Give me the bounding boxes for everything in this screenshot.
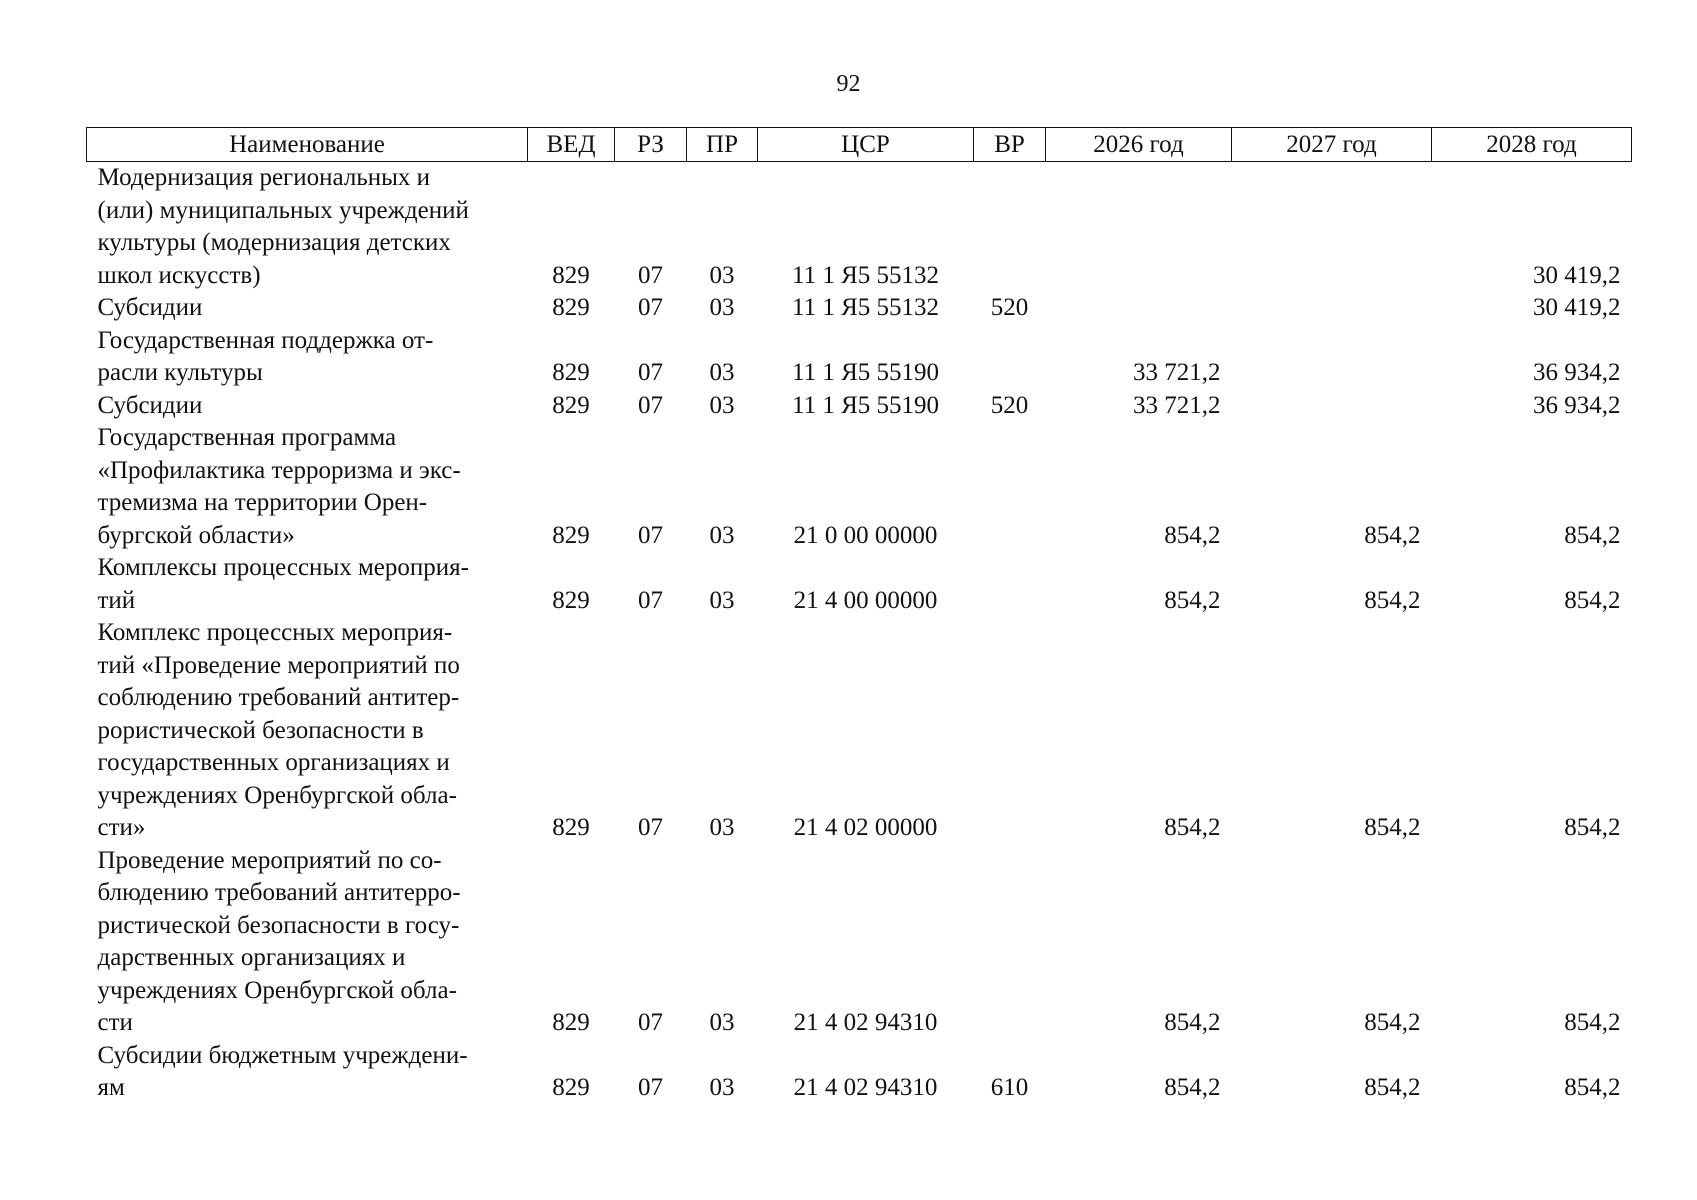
cell-rz: 07 xyxy=(638,521,663,549)
cell-year-2027 xyxy=(1232,390,1432,423)
cell-pr: 03 xyxy=(709,261,735,289)
name-line: школ искусств) xyxy=(97,261,261,289)
cell-csr: 21 0 00 00000 xyxy=(793,521,938,549)
cell-year-2026: 854,2 xyxy=(1164,586,1221,614)
cell-rz: 07 xyxy=(638,294,663,321)
name-line: Субсидии xyxy=(97,391,203,419)
cell-year-2028: 36 934,2 xyxy=(1533,359,1621,386)
cell-pr: 03 xyxy=(709,294,735,321)
cell-year-2027 xyxy=(1232,162,1432,293)
name-line: государственных организациях и xyxy=(97,749,450,776)
name-line: тий xyxy=(97,586,136,614)
cell-pr: 03 xyxy=(709,359,735,386)
name-line: (или) муниципальных учреждений xyxy=(97,196,469,224)
header-rz: РЗ xyxy=(615,128,687,162)
table-row xyxy=(87,325,1632,390)
header-year-2028: 2028 год xyxy=(1432,128,1632,162)
name-line: бургской области» xyxy=(97,521,295,549)
name-line: учреждениях Оренбургской обла- xyxy=(97,976,457,1004)
cell-vr: 520 xyxy=(990,391,1029,419)
table-header-row xyxy=(87,128,1632,162)
cell-csr: 21 4 02 94310 xyxy=(793,1009,938,1036)
name-line: сти» xyxy=(97,814,146,841)
cell-year-2028: 30 419,2 xyxy=(1533,294,1621,321)
cell-ved: 829 xyxy=(552,521,590,549)
name-line: ристической безопасности в госу- xyxy=(97,911,460,939)
cell-vr: 520 xyxy=(990,294,1029,321)
cell-rz: 07 xyxy=(638,391,663,419)
cell-name xyxy=(87,617,528,845)
cell-vr xyxy=(974,617,1046,845)
cell-name xyxy=(87,390,528,423)
cell-ved: 829 xyxy=(552,814,590,841)
name-line: учреждениях Оренбургской обла- xyxy=(97,781,457,809)
name-line: расли культуры xyxy=(97,359,263,386)
name-line: тремизма на территории Орен- xyxy=(97,489,428,516)
name-line: рористической безопасности в xyxy=(97,716,424,744)
cell-rz: 07 xyxy=(638,1009,663,1036)
name-line: Государственная программа xyxy=(97,424,397,451)
cell-csr: 11 1 Я5 55132 xyxy=(792,261,939,289)
cell-ved: 829 xyxy=(552,294,590,321)
cell-ved: 829 xyxy=(552,1009,590,1036)
cell-csr: 11 1 Я5 55132 xyxy=(792,294,939,321)
header-csr: ЦСР xyxy=(758,128,974,162)
header-name: Наименование xyxy=(87,128,528,162)
cell-ved: 829 xyxy=(552,586,590,614)
name-line: культуры (модернизация детских xyxy=(97,229,451,256)
cell-year-2026: 854,2 xyxy=(1164,1009,1221,1036)
table-row xyxy=(87,390,1632,423)
budget-table xyxy=(86,127,1632,1105)
cell-year-2028: 854,2 xyxy=(1564,1009,1621,1036)
cell-pr: 03 xyxy=(709,814,735,841)
name-line: блюдению требований антитерро- xyxy=(97,879,461,906)
table-row xyxy=(87,552,1632,617)
cell-ved: 829 xyxy=(552,1074,590,1101)
cell-name xyxy=(87,292,528,325)
header-ved: ВЕД xyxy=(528,128,615,162)
header-pr: ПР xyxy=(687,128,758,162)
header-vr: ВР xyxy=(974,128,1046,162)
page-number: 92 xyxy=(836,71,861,97)
cell-ved: 829 xyxy=(552,359,590,386)
table-row xyxy=(87,617,1632,845)
cell-rz: 07 xyxy=(638,814,663,841)
cell-pr: 03 xyxy=(709,1074,735,1101)
cell-year-2028: 854,2 xyxy=(1564,814,1621,841)
cell-ved: 829 xyxy=(552,391,590,419)
cell-rz: 07 xyxy=(638,1074,663,1101)
cell-year-2026: 33 721,2 xyxy=(1133,391,1221,419)
cell-vr xyxy=(974,845,1046,1040)
cell-year-2026: 854,2 xyxy=(1164,1074,1221,1101)
name-line: Комплекс процессных мероприя- xyxy=(97,619,453,646)
cell-name xyxy=(87,162,528,293)
name-line: Субсидии xyxy=(97,294,203,321)
cell-rz: 07 xyxy=(638,359,663,386)
name-line: сти xyxy=(97,1009,133,1036)
name-line: Проведение мероприятий по со- xyxy=(97,846,442,874)
name-line: соблюдению требований антитер- xyxy=(97,684,460,711)
table-row xyxy=(87,422,1632,552)
cell-year-2028: 30 419,2 xyxy=(1533,261,1621,289)
cell-csr: 11 1 Я5 55190 xyxy=(792,391,939,419)
cell-year-2027: 854,2 xyxy=(1364,814,1421,841)
cell-name xyxy=(87,422,528,552)
name-line: Государственная поддержка от- xyxy=(97,326,434,354)
name-line: ям xyxy=(97,1074,125,1101)
table-row xyxy=(87,162,1632,293)
cell-name xyxy=(87,325,528,390)
cell-year-2027: 854,2 xyxy=(1364,586,1421,614)
cell-year-2026: 33 721,2 xyxy=(1133,359,1221,386)
cell-name xyxy=(87,1040,528,1105)
cell-year-2026: 854,2 xyxy=(1164,521,1221,549)
cell-vr xyxy=(974,325,1046,390)
table-body xyxy=(87,162,1632,1105)
table-row xyxy=(87,1040,1632,1105)
cell-year-2028: 854,2 xyxy=(1564,1074,1621,1101)
cell-year-2028: 854,2 xyxy=(1564,521,1621,549)
name-line: дарственных организациях и xyxy=(97,944,406,971)
header-year-2027: 2027 год xyxy=(1232,128,1432,162)
cell-csr: 21 4 02 94310 xyxy=(793,1074,938,1101)
cell-year-2027 xyxy=(1232,325,1432,390)
header-year-2026: 2026 год xyxy=(1046,128,1232,162)
name-line: Комплексы процессных мероприя- xyxy=(97,554,469,581)
name-line: Субсидии бюджетным учреждени- xyxy=(97,1041,468,1069)
cell-vr xyxy=(974,422,1046,552)
cell-year-2028: 854,2 xyxy=(1564,586,1621,614)
cell-year-2027: 854,2 xyxy=(1364,521,1421,549)
name-line: Модернизация региональных и xyxy=(97,164,431,191)
cell-pr: 03 xyxy=(709,521,735,549)
cell-year-2028: 36 934,2 xyxy=(1533,391,1621,419)
cell-rz: 07 xyxy=(638,586,663,614)
cell-vr: 610 xyxy=(990,1074,1029,1101)
cell-year-2026 xyxy=(1046,292,1232,325)
cell-pr: 03 xyxy=(709,391,735,419)
cell-year-2026 xyxy=(1046,162,1232,293)
cell-pr: 03 xyxy=(709,586,735,614)
table-row xyxy=(87,292,1632,325)
cell-name xyxy=(87,845,528,1040)
cell-ved: 829 xyxy=(552,261,590,289)
cell-csr: 21 4 02 00000 xyxy=(793,814,938,841)
cell-csr: 11 1 Я5 55190 xyxy=(792,359,939,386)
name-line: «Профилактика терроризма и экс- xyxy=(97,456,461,484)
cell-vr xyxy=(974,552,1046,617)
cell-vr xyxy=(974,162,1046,293)
table-row xyxy=(87,845,1632,1040)
cell-rz: 07 xyxy=(638,261,663,289)
name-line: тий «Проведение мероприятий по xyxy=(97,651,460,679)
cell-name xyxy=(87,552,528,617)
cell-csr: 21 4 00 00000 xyxy=(793,586,938,614)
cell-year-2026: 854,2 xyxy=(1164,814,1221,841)
cell-pr: 03 xyxy=(709,1009,735,1036)
cell-year-2027: 854,2 xyxy=(1364,1009,1421,1036)
cell-year-2027 xyxy=(1232,292,1432,325)
cell-year-2027: 854,2 xyxy=(1364,1074,1421,1101)
